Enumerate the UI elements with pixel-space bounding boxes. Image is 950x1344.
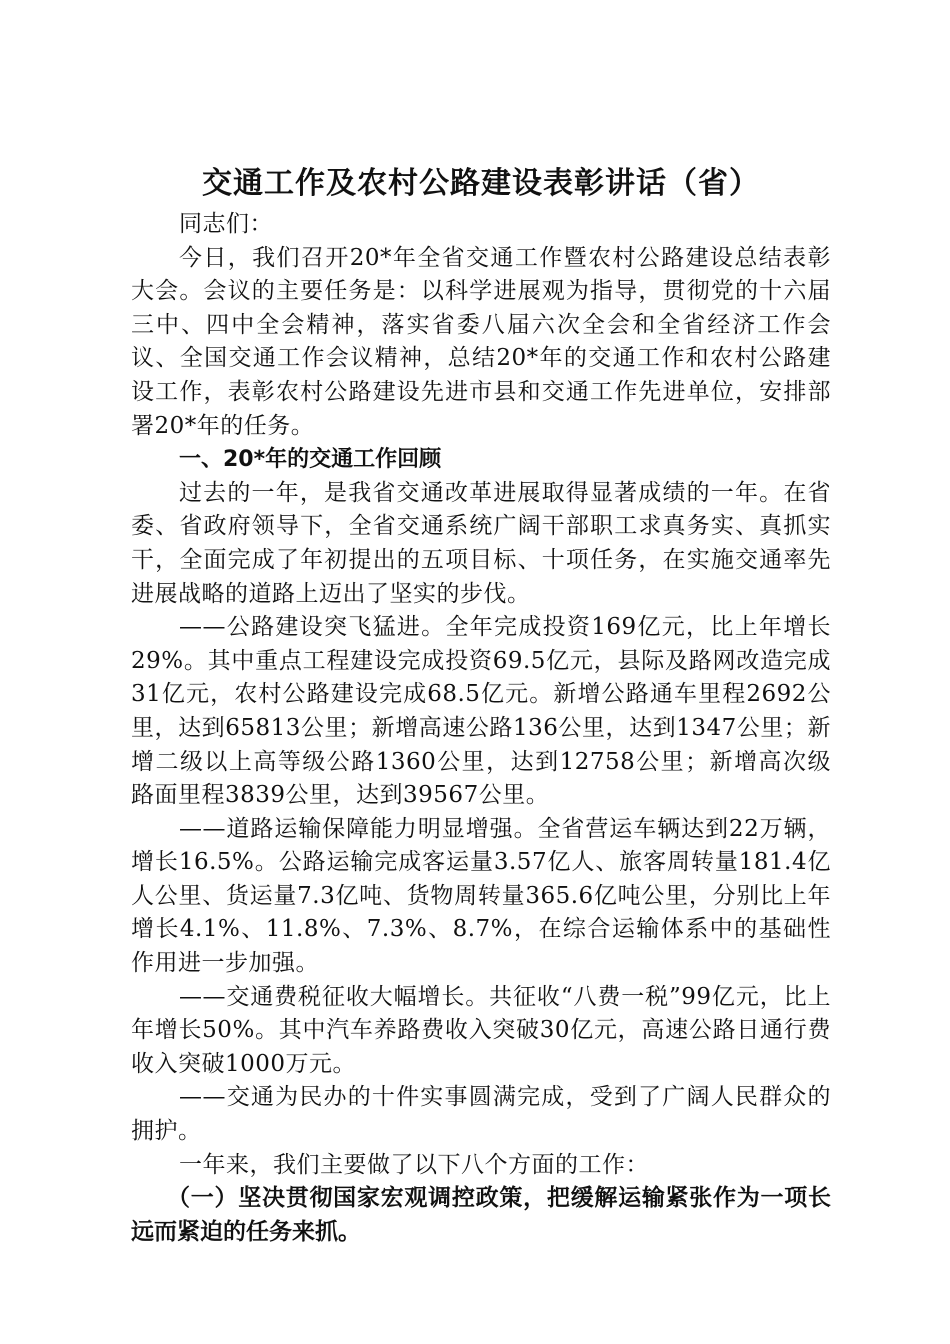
ten-practical-things-paragraph: ——交通为民办的十件实事圆满完成，受到了广阔人民群众的拥护。 — [131, 1084, 831, 1145]
eight-aspects-intro-paragraph: 一年来，我们主要做了以下八个方面的工作： — [179, 1151, 649, 1178]
fee-tax-paragraph: ——交通费税征收大幅增长。共征收“八费一税”99亿元，比上年增长50%。其中汽车养路费收入突破30亿元，高速公路日通行费收入突破1000万元。 — [131, 983, 831, 1077]
salutation: 同志们： — [179, 211, 273, 237]
highway-construction-paragraph: ——公路建设突飞猛进。全年完成投资169亿元，比上年增长29%。其中重点工程建设完成投资69.5亿元，县际及路网改造完成31亿元，农村公路建设完成68.5亿元。新增公路通车里程2692公里，达到65813公里；新增高速公路136公里，达到1347公里；新增二级以上高等级公路1360公里，达到12758公里；新增高次级路面里程3839公里，达到39567公里。 — [131, 614, 831, 809]
document-title: 交通工作及农村公路建设表彰讲话（省） — [202, 166, 760, 201]
road-transport-paragraph: ——道路运输保障能力明显增强。全省营运车辆达到22万辆，增长16.5%。公路运输完成客运量3.57亿人、旅客周转量181.4亿人公里、货运量7.3亿吨、货物周转量365.6亿吨公里，分别比上年增长4.1%、11.8%、7.3%、8.7%，在综合运输体系中的基础性作用进一步加强。 — [131, 815, 831, 977]
intro-paragraph: 今日，我们召开20*年全省交通工作暨农村公路建设总结表彰大会。会议的主要任务是：以科学进展观为指导，贯彻党的十六届三中、四中全会精神，落实省委八届六次全会和全省经济工作会议、全国交通工作会议精神，总结20*年的交通工作和农村公路建设工作，表彰农村公路建设先进市县和交通工作先进单位，安排部署20*年的任务。 — [131, 244, 831, 439]
review-overview-paragraph: 过去的一年，是我省交通改革进展取得显著成绩的一年。在省委、省政府领导下，全省交通系统广阔干部职工求真务实、真抓实干，全面完成了年初提出的五项目标、十项任务，在实施交通率先进展战略的道路上迈出了坚实的步伐。 — [131, 479, 831, 607]
subsection-heading-macro-control: （一）坚决贯彻国家宏观调控政策，把缓解运输紧张作为一项长远而紧迫的任务来抓。 — [131, 1185, 831, 1245]
document-page — [131, 160, 831, 1249]
section-heading-review: 一、20*年的交通工作回顾 — [179, 447, 442, 473]
